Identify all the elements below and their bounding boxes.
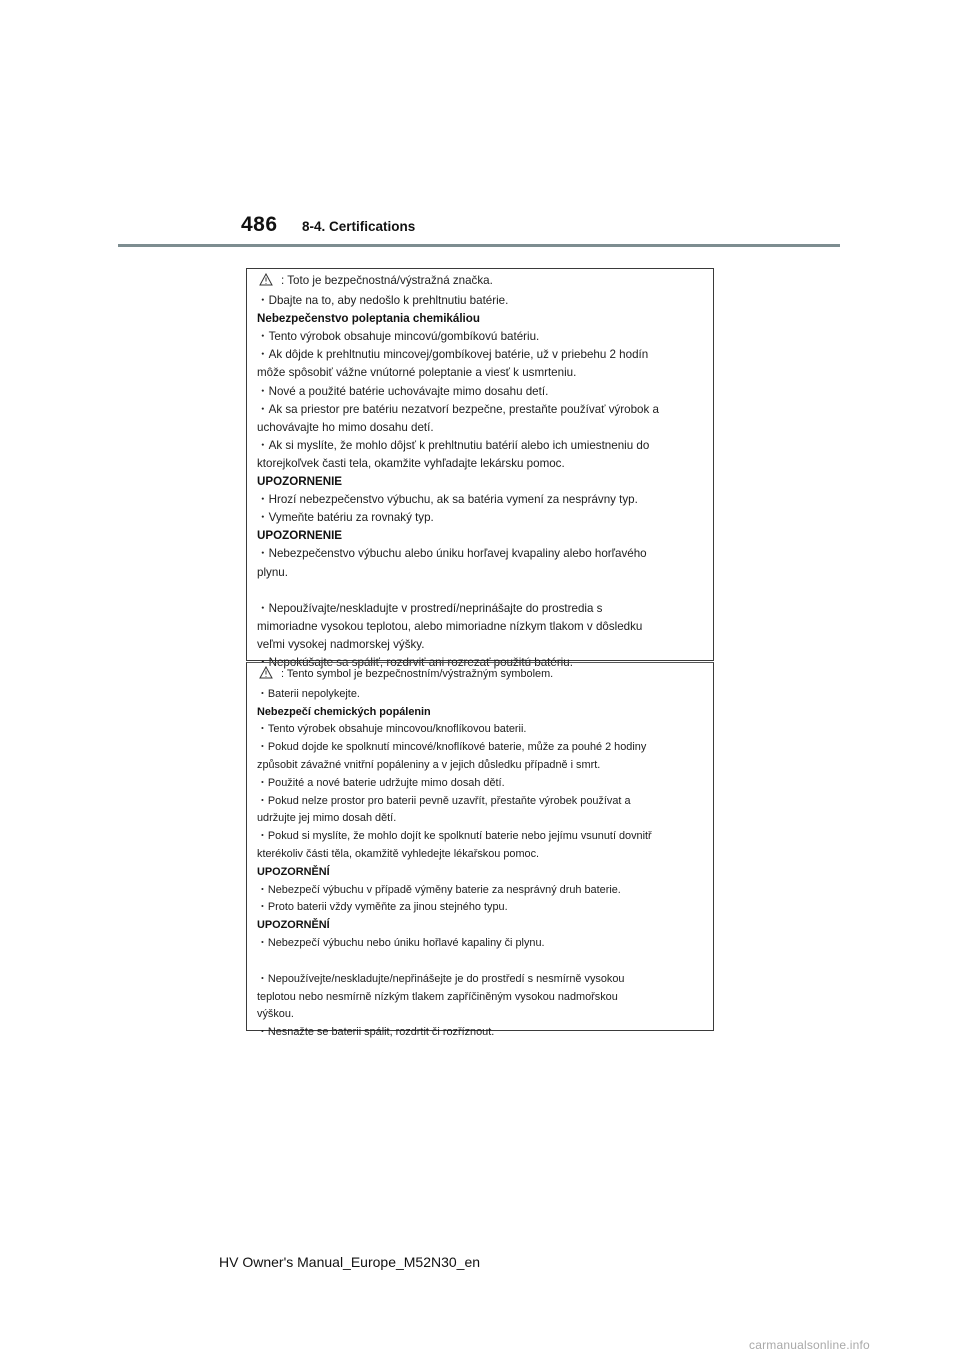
warning-text-line (257, 618, 703, 636)
warning-text-line (257, 491, 703, 509)
line-text: ・Nesnažte se baterii spálit, rozdrtit či rozříznout. (257, 1026, 495, 1039)
line-text: ・Tento výrobok obsahuje mincovú/gombíkovú batériu. (257, 330, 540, 344)
warning-box-slovak (246, 268, 714, 669)
warning-text-line (257, 272, 703, 292)
spacer-line (257, 953, 703, 971)
watermark: carmanualsonline.info (749, 1338, 870, 1352)
line-text: UPOZORNENIE (257, 475, 343, 489)
line-text: UPOZORNĚNÍ (257, 919, 330, 932)
line-text: ・Baterii nepolykejte. (257, 687, 360, 700)
line-text: ・Použité a nové baterie udržujte mimo dosah dětí. (257, 776, 505, 789)
warning-text-line (257, 636, 703, 654)
warning-text-line (257, 686, 703, 704)
line-text: ・Nepoužívajte/neskladujte v prostredí/neprinášajte do prostredia s (257, 601, 603, 615)
line-text: : Toto je bezpečnostná/výstražná značka. (281, 274, 493, 287)
warning-text-line (257, 666, 703, 686)
warning-text-line (257, 346, 703, 364)
warning-text-line (257, 828, 703, 846)
warning-text-line (257, 364, 703, 382)
line-text: výškou. (257, 1008, 294, 1021)
warning-text-line (257, 419, 703, 437)
warning-text-line (257, 793, 703, 811)
line-text: ・Nepokúšajte sa spáliť, rozdrviť ani rozrezať použitú batériu. (257, 655, 573, 669)
line-text: Nebezpečí chemických popálenin (257, 705, 431, 718)
line-text: ・Hrozí nebezpečenstvo výbuchu, ak sa batéria vymení za nesprávny typ. (257, 493, 638, 507)
line-text: ktorejkoľvek časti tela, okamžite vyhľadajte lekársku pomoc. (257, 456, 565, 470)
page-number: 486 (241, 213, 278, 236)
line-text: ・Tento výrobek obsahuje mincovou/knoflíkovou baterii. (257, 723, 527, 736)
warning-text-line (257, 757, 703, 775)
warning-text-line (257, 1024, 703, 1042)
section-title: 8-4. Certifications (302, 219, 416, 234)
line-text: mimoriadne vysokou teplotou, alebo mimoriadne nízkym tlakom v dôsledku (257, 619, 643, 633)
warning-text-line (257, 1006, 703, 1024)
warning-heading (257, 704, 703, 722)
line-text: veľmi vysokej nadmorskej výšky. (257, 637, 425, 651)
warning-text-line (257, 600, 703, 618)
manual-name: HV Owner's Manual_Europe_M52N30_en (219, 1254, 481, 1270)
warning-triangle-icon (259, 273, 273, 292)
warning-text-line (257, 509, 703, 527)
line-text: ・Ak si myslíte, že mohlo dôjsť k prehltnutiu batérií alebo ich umiestneniu do (257, 438, 650, 452)
warning-text-line (257, 739, 703, 757)
warning-text-line (257, 775, 703, 793)
line-text: : Tento symbol je bezpečnostním/výstražným symbolem. (281, 668, 554, 680)
page-header (0, 0, 960, 260)
warning-heading (257, 527, 703, 545)
line-text: ・Pokud dojde ke spolknutí mincové/knoflíkové baterie, může za pouhé 2 hodiny (257, 741, 647, 754)
warning-heading (257, 917, 703, 935)
warning-text-line (257, 292, 703, 310)
line-text: udržujte jej mimo dosah dětí. (257, 812, 397, 825)
line-text: UPOZORNĚNÍ (257, 865, 330, 878)
line-text: ・Nové a použité batérie uchovávajte mimo dosahu detí. (257, 384, 549, 398)
warning-text-line (257, 564, 703, 582)
warning-text-line (257, 971, 703, 989)
line-text: ・Nepoužívejte/neskladujte/nepřinášejte je do prostředí s nesmírně vysokou (257, 972, 625, 985)
line-text: ・Nebezpečí výbuchu nebo úniku hořlavé kapaliny či plynu. (257, 936, 545, 949)
warning-text-line (257, 437, 703, 455)
line-text: způsobit závažné vnitřní popáleniny a v jejich důsledku případně i smrt. (257, 758, 601, 771)
header-divider (118, 244, 840, 247)
line-text: kterékoliv části těla, okamžitě vyhledejte lékařskou pomoc. (257, 847, 540, 860)
line-text: plynu. (257, 565, 288, 579)
line-text: ・Ak dôjde k prehltnutiu mincovej/gombíkovej batérie, už v priebehu 2 hodín (257, 348, 649, 362)
warning-text-line (257, 810, 703, 828)
line-text: ・Nebezpečenstvo výbuchu alebo úniku horľavej kvapaliny alebo horľavého (257, 547, 647, 561)
warning-box-czech (246, 662, 714, 1039)
warning-text-line (257, 846, 703, 864)
line-text: ・Vymeňte batériu za rovnaký typ. (257, 511, 434, 525)
warning-text-line (257, 989, 703, 1007)
line-text: ・Pokud nelze prostor pro baterii pevně uzavřít, přestaňte výrobek používat a (257, 794, 631, 807)
warning-text-line (257, 899, 703, 917)
warning-triangle-icon (259, 666, 273, 686)
line-text: ・Nebezpečí výbuchu v případě výměny baterie za nesprávný druh baterie. (257, 883, 621, 896)
warning-heading (257, 864, 703, 882)
line-text: môže spôsobiť vážne vnútorné poleptanie a viesť k usmrteniu. (257, 366, 577, 380)
warning-heading (257, 473, 703, 491)
line-text: ・Ak sa priestor pre batériu nezatvorí bezpečne, prestaňte používať výrobok a (257, 402, 659, 416)
warning-text-line (257, 721, 703, 739)
line-text: uchovávajte ho mimo dosahu detí. (257, 420, 434, 434)
line-text: ・Pokud si myslíte, že mohlo dojít ke spolknutí baterie nebo jejímu vsunutí dovnitř (257, 830, 652, 843)
warning-text-line (257, 383, 703, 401)
warning-text-line (257, 882, 703, 900)
warning-text-line (257, 935, 703, 953)
line-text: UPOZORNENIE (257, 529, 343, 543)
line-text: ・Dbajte na to, aby nedošlo k prehltnutiu batérie. (257, 294, 509, 308)
warning-text-line (257, 455, 703, 473)
warning-text-line (257, 545, 703, 563)
warning-heading (257, 310, 703, 328)
spacer-line (257, 582, 703, 600)
line-text: Nebezpečenstvo poleptania chemikáliou (257, 312, 480, 326)
warning-text-line (257, 328, 703, 346)
line-text: teplotou nebo nesmírně nízkým tlakem zapříčiněným vysokou nadmořskou (257, 990, 618, 1003)
line-text: ・Proto baterii vždy vyměňte za jinou stejného typu. (257, 901, 508, 914)
warning-text-line (257, 401, 703, 419)
